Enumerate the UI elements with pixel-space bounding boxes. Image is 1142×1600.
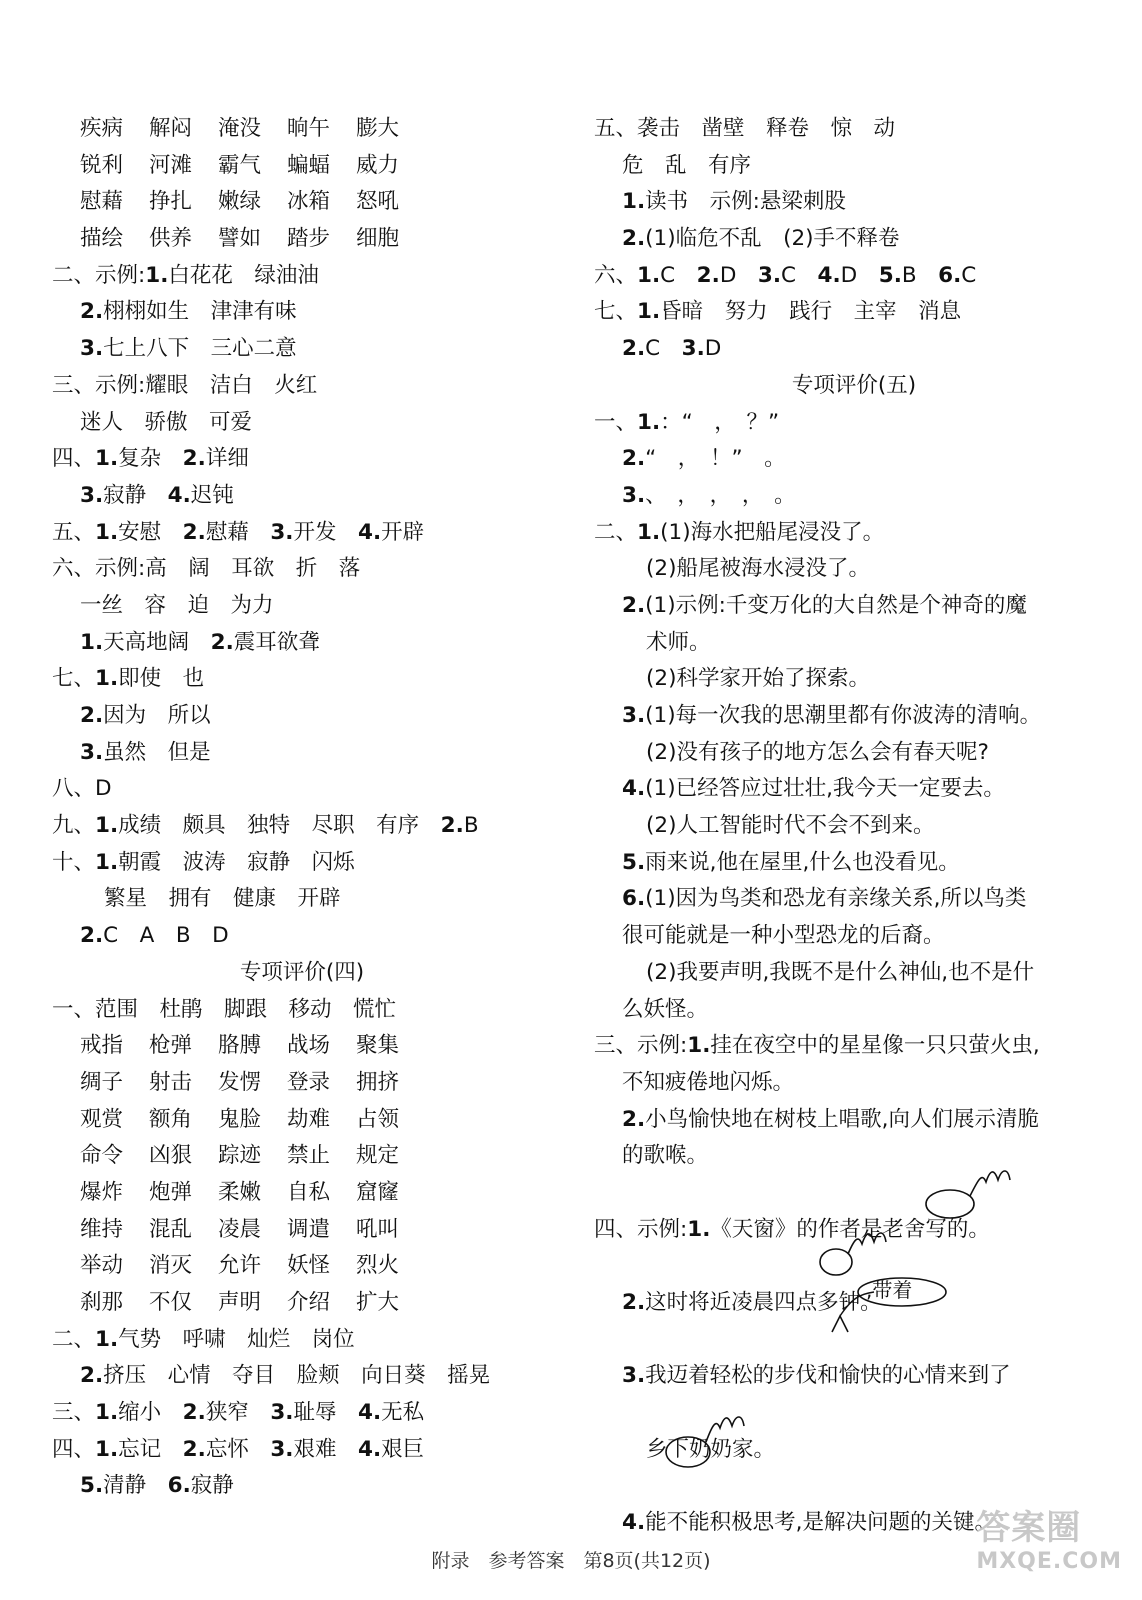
answer-line (52, 1102, 552, 1139)
answer-line (52, 478, 552, 515)
answer-text: ：“ ， ？” (660, 409, 780, 435)
answer-line (52, 184, 552, 221)
item-number: 5. (80, 1473, 104, 1499)
answer-word: 命令 (80, 1143, 124, 1169)
answer-text: 昏暗 努力 践行 主宰 消息 (660, 299, 962, 325)
answer-text: 复杂 (118, 446, 183, 472)
answer-text: 耻辱 (293, 1400, 358, 1426)
answer-text: D (719, 262, 758, 288)
answer-line (594, 625, 1114, 662)
item-number: 1. (687, 1033, 711, 1059)
answer-line (594, 992, 1114, 1029)
watermark (976, 1500, 1122, 1574)
answer-text: B (463, 813, 479, 839)
item-number: 2. (80, 923, 104, 949)
answer-text: C (660, 262, 697, 288)
answer-text: 四、 (52, 446, 96, 472)
answer-text: 五、 (594, 116, 638, 141)
item-number: 3. (622, 703, 646, 728)
answer-text: 三、示例: (594, 1033, 688, 1059)
answer-text: 术师。 (646, 629, 711, 655)
answer-line (52, 661, 552, 698)
answer-line (52, 845, 552, 882)
answer-word: 调遣 (287, 1216, 331, 1242)
item-number: 2. (622, 1106, 646, 1132)
answer-text: (1)海水把船尾浸没了。 (660, 519, 885, 545)
answer-line (52, 1065, 552, 1102)
answer-text: 天高地阔 (103, 629, 211, 655)
answer-text: C (781, 262, 818, 288)
answer-text: 气势 呼啸 灿烂 岗位 (118, 1326, 355, 1352)
answer-line (52, 918, 552, 955)
item-number: 2. (440, 813, 464, 839)
answer-word: 聚集 (356, 1033, 400, 1059)
answer-line (52, 992, 552, 1029)
answer-text: 六、 (594, 262, 638, 288)
answer-word: 射击 (149, 1069, 193, 1095)
answer-text: (2)科学家开始了探索。 (646, 666, 870, 692)
item-number: 1. (622, 189, 646, 215)
answer-word: 嫩绿 (218, 189, 262, 215)
answer-text: 白花花 绿油油 (168, 262, 319, 288)
answer-text: 五、 (52, 519, 96, 545)
item-number: 1. (95, 446, 119, 472)
answer-text: 慰藉 (205, 519, 271, 545)
answer-text: C A B D (103, 923, 229, 949)
answer-line (594, 1065, 1114, 1102)
answer-text: 详细 (205, 446, 249, 472)
item-number: 1. (95, 666, 119, 692)
answer-word: 枪弹 (149, 1033, 193, 1059)
watermark-name: 答案圈 (976, 1508, 1082, 1548)
item-number: 2. (622, 336, 646, 362)
answer-word: 占领 (356, 1106, 400, 1132)
answer-text: 《天窗》的作者是老舍写的。 (710, 1216, 990, 1242)
answer-word: 战场 (287, 1033, 331, 1059)
answer-line (594, 258, 1114, 295)
answer-line (594, 1028, 1114, 1065)
item-number: 1. (95, 1400, 119, 1426)
item-number: 2. (622, 226, 646, 252)
item-number: 2. (182, 1400, 206, 1426)
answer-word: 河滩 (149, 152, 193, 178)
item-number: 6. (938, 262, 962, 288)
answer-line (594, 551, 1114, 588)
item-number: 2. (696, 262, 720, 288)
answer-word: 细胞 (356, 226, 400, 252)
answer-word: 劫难 (287, 1106, 331, 1132)
answer-text: 朝霞 波涛 寂静 闪烁 (118, 849, 355, 875)
item-number: 1. (95, 1326, 119, 1352)
answer-text: (1)因为鸟类和恐龙有亲缘关系,所以鸟类 (645, 886, 1027, 912)
item-number: 1. (80, 629, 104, 655)
answer-line (52, 1285, 552, 1322)
answer-line (594, 808, 1114, 845)
answer-word: 怒吼 (356, 189, 400, 215)
answer-line (52, 148, 552, 185)
answer-text: 栩栩如生 津津有味 (103, 299, 297, 325)
answer-text: 四、示例: (594, 1216, 688, 1242)
answer-word: 观赏 (80, 1106, 124, 1132)
answer-word: 戒指 (80, 1033, 124, 1059)
answer-word: 慰藉 (80, 189, 124, 215)
answer-text: 能不能积极思考,是解决问题的关键。 (645, 1510, 996, 1536)
answer-line (594, 1358, 1114, 1395)
answer-line (594, 148, 1114, 185)
answer-text: 开发 (293, 519, 358, 545)
answer-line (52, 1248, 552, 1285)
answer-text: 乡下奶奶家。 (646, 1436, 776, 1462)
item-number: 4. (357, 519, 382, 545)
answer-word: 冰箱 (287, 189, 331, 215)
item-number: 4. (622, 776, 646, 802)
answer-text: 忘怀 (205, 1436, 271, 1462)
answer-word: 刹那 (80, 1290, 124, 1315)
answer-text: 很可能就是一种小型恐龙的后裔。 (622, 923, 945, 949)
item-number: 1. (637, 409, 661, 435)
answer-line (52, 808, 552, 845)
answer-word: 柔嫩 (218, 1179, 262, 1205)
answer-word: 维持 (80, 1216, 124, 1242)
answer-text: 六、示例: (52, 556, 146, 582)
item-number: 3. (80, 739, 104, 765)
answer-word: 不仅 (149, 1290, 193, 1315)
insert-mark-text: ,带着 (866, 1278, 913, 1302)
answer-word: 拥挤 (356, 1069, 400, 1095)
answer-line (594, 331, 1114, 368)
answer-line (52, 515, 552, 552)
answer-text: 挤压 心情 夺目 脸颊 向日葵 摇晃 (103, 1363, 491, 1389)
section-heading: 专项评价(五) (791, 372, 917, 398)
answer-line (594, 515, 1114, 552)
item-number: 1. (95, 849, 119, 875)
item-number: 1. (637, 262, 661, 288)
answer-word: 鬼脸 (218, 1106, 262, 1132)
answer-line (52, 881, 552, 918)
answer-line (52, 735, 552, 772)
answer-text: 即使 也 (118, 666, 205, 692)
answer-line (52, 258, 552, 295)
answer-word: 霸气 (218, 152, 262, 178)
answer-word: 窟窿 (356, 1179, 400, 1205)
answer-word: 规定 (356, 1143, 400, 1169)
answer-text: C (645, 336, 682, 362)
answer-line (52, 405, 552, 442)
answer-text: C (961, 262, 977, 288)
item-number: 3. (80, 482, 104, 508)
item-number: 1. (637, 299, 661, 325)
answer-text: (1)示例:千变万化的大自然是个神奇的魔 (645, 592, 1027, 618)
answer-text: 我迈着轻松的步伐和愉快的心情来到了 (645, 1363, 1011, 1389)
answer-line (594, 955, 1114, 992)
answer-line (594, 184, 1114, 221)
answer-word: 额角 (149, 1106, 193, 1132)
answer-word: 介绍 (287, 1290, 331, 1315)
answer-line (594, 111, 1114, 148)
answer-word: 威力 (356, 152, 400, 178)
answer-word: 供养 (149, 226, 193, 252)
item-number: 1. (95, 1436, 119, 1462)
blank-line (594, 1175, 1114, 1212)
item-number: 3. (270, 1400, 294, 1426)
item-number: 1. (95, 813, 119, 839)
item-number: 5. (622, 849, 646, 875)
answer-word: 绸子 (80, 1069, 124, 1095)
answer-line (594, 845, 1114, 882)
item-number: 4. (622, 1510, 646, 1536)
answer-word: 描绘 (80, 226, 124, 252)
answer-line (594, 698, 1114, 735)
item-number: 5. (878, 262, 902, 288)
answer-line (594, 881, 1114, 918)
answer-word: 烈火 (356, 1253, 400, 1279)
answer-line (52, 1322, 552, 1359)
answer-word: 疾病 (80, 116, 124, 141)
answer-line (594, 1138, 1114, 1175)
answer-word: 举动 (80, 1253, 124, 1279)
answer-line (594, 735, 1114, 772)
answer-text: 小鸟愉快地在树枝上唱歌,向人们展示清脆 (645, 1106, 1039, 1132)
answer-word: 登录 (287, 1069, 331, 1095)
item-number: 3. (681, 336, 705, 362)
answer-text: (1)每一次我的思潮里都有你波涛的清响。 (645, 703, 1042, 728)
answer-text: 七、 (594, 299, 638, 325)
item-number: 2. (80, 299, 104, 325)
answer-text: 四、 (52, 1436, 96, 1462)
answer-text: 么妖怪。 (622, 996, 709, 1022)
answer-text: 一、 (52, 996, 96, 1022)
answer-text: (2)没有孩子的地方怎么会有春天呢? (646, 739, 989, 765)
answer-word: 踏步 (287, 226, 331, 252)
answer-word: 妖怪 (287, 1253, 331, 1279)
item-number: 6. (167, 1473, 191, 1499)
answer-word: 吼叫 (356, 1216, 400, 1242)
item-number: 4. (167, 482, 191, 508)
answer-line (52, 111, 552, 148)
answer-text: (1)临危不乱 (2)手不释卷 (645, 226, 900, 252)
answer-line (594, 771, 1114, 808)
page-footer: 附录 参考答案 第8页(共12页) (431, 1550, 711, 1572)
answer-text: (2)人工智能时代不会不到来。 (646, 813, 935, 839)
section-heading: 专项评价(四) (239, 959, 365, 985)
answer-text: 三、 (52, 1400, 96, 1426)
answer-line (52, 1468, 552, 1505)
answer-line (594, 661, 1114, 698)
item-number: 4. (817, 262, 841, 288)
answer-line (52, 1138, 552, 1175)
answer-text: 挂在夜空中的星星像一只只萤火虫, (710, 1033, 1040, 1059)
answer-word: 发愣 (218, 1069, 262, 1095)
item-number: 2. (622, 592, 646, 618)
answer-text: 震耳欲聋 (233, 629, 320, 655)
answer-text: 二、 (594, 519, 638, 545)
item-number: 2. (210, 629, 234, 655)
answer-text: 的歌喉。 (622, 1143, 709, 1169)
answer-text: 开辟 (381, 519, 425, 545)
answer-text: 缩小 (118, 1400, 183, 1426)
answer-text: (1)已经答应过壮壮,我今天一定要去。 (645, 776, 1005, 802)
answer-text: 、 ， ， ， 。 (645, 482, 796, 508)
answer-text: 清静 (103, 1473, 168, 1499)
answer-line (52, 1212, 552, 1249)
answer-word: 踪迹 (218, 1143, 262, 1169)
answer-text: B (901, 262, 939, 288)
item-number: 3. (622, 1363, 646, 1389)
answer-word: 扩大 (356, 1290, 400, 1315)
item-number: 3. (80, 336, 104, 362)
answer-line (52, 551, 552, 588)
answer-line (594, 405, 1114, 442)
answer-word: 蝙蝠 (287, 152, 331, 178)
answer-word: 凶狠 (149, 1143, 193, 1169)
answer-line (52, 698, 552, 735)
answer-text: 安慰 (118, 519, 183, 545)
answer-line (52, 1028, 552, 1065)
answer-line (52, 771, 552, 808)
answer-line (52, 368, 552, 405)
item-number: 2. (80, 703, 104, 728)
answer-text: 迷人 骄傲 可爱 (80, 409, 253, 435)
answer-line (52, 588, 552, 625)
answer-word: 爆炸 (80, 1179, 124, 1205)
answer-text: 一、 (594, 409, 638, 435)
answer-line (52, 1432, 552, 1469)
answer-text: 一丝 容 迫 为力 (80, 592, 274, 618)
answer-text: 读书 示例:悬梁刺股 (645, 189, 846, 215)
answer-word: 膨大 (356, 116, 400, 141)
answer-line (594, 1102, 1114, 1139)
answer-line (52, 1358, 552, 1395)
answer-line (52, 331, 552, 368)
answer-text: 雨来说,他在屋里,什么也没看见。 (645, 849, 960, 875)
answer-text: 迟钝 (190, 482, 234, 508)
answer-text: (2)我要声明,我既不是什么神仙,也不是什 (646, 959, 1035, 985)
answer-text: 九、 (52, 813, 96, 839)
answer-text: D (840, 262, 879, 288)
answer-word: 允许 (218, 1253, 262, 1279)
answer-line (594, 294, 1114, 331)
answer-text: “ ， ！” 。 (645, 446, 786, 472)
item-number: 2. (80, 1363, 104, 1389)
answer-text: 二、 (52, 1326, 96, 1352)
answer-text: 危 乱 有序 (622, 152, 752, 178)
answer-text: (2)船尾被海水浸没了。 (646, 556, 870, 582)
answer-word: 消灭 (149, 1253, 193, 1279)
answer-text: 高 阔 耳欲 折 落 (145, 556, 361, 582)
answer-text: 忘记 (118, 1436, 183, 1462)
item-number: 2. (622, 446, 646, 472)
item-number: 1. (145, 262, 169, 288)
answer-word: 解闷 (149, 116, 193, 141)
answer-text: 这时将近凌晨四点多钟。 (645, 1290, 882, 1315)
answer-word: 淹没 (218, 116, 262, 141)
answer-text: 寂静 (103, 482, 168, 508)
item-number: 3. (270, 1436, 294, 1462)
answer-line (52, 1395, 552, 1432)
item-number: 4. (357, 1436, 382, 1462)
watermark-url: MXQE.COM (976, 1549, 1122, 1574)
item-number: 6. (622, 886, 646, 912)
item-number: 1. (95, 519, 119, 545)
answer-word: 譬如 (218, 226, 262, 252)
answer-line (594, 221, 1114, 258)
item-number: 2. (182, 446, 206, 472)
item-number: 4. (357, 1400, 382, 1426)
item-number: 2. (622, 1290, 646, 1315)
item-number: 3. (270, 519, 294, 545)
item-number: 3. (622, 482, 646, 508)
left-column (52, 111, 552, 1505)
answer-word: 声明 (218, 1290, 262, 1315)
answer-line (52, 625, 552, 662)
answer-text: 艰难 (293, 1436, 358, 1462)
answer-line (594, 918, 1114, 955)
answer-word: 禁止 (287, 1143, 331, 1169)
answer-line (52, 441, 552, 478)
answer-word: 胳膊 (218, 1033, 262, 1059)
answer-text: D (704, 336, 722, 362)
answer-text: 二、示例: (52, 262, 146, 288)
answer-text: 无私 (381, 1400, 425, 1426)
answer-text: 成绩 颇具 独特 尽职 有序 (118, 813, 441, 839)
answer-text: 繁星 拥有 健康 开辟 (104, 886, 341, 912)
answer-word: 自私 (287, 1179, 331, 1205)
answer-text: 虽然 但是 (103, 739, 211, 765)
answer-word: 混乱 (149, 1216, 193, 1242)
answer-text: 七、 (52, 666, 96, 692)
answer-line (52, 294, 552, 331)
answer-text: 七上八下 三心二意 (103, 336, 297, 362)
answer-word: 炮弹 (149, 1179, 193, 1205)
answer-word: 晌午 (287, 116, 331, 141)
answer-line (594, 441, 1114, 478)
delete-mark-1 (920, 1162, 1030, 1222)
answer-text: 八、D (52, 776, 112, 802)
answer-text: 因为 所以 (103, 703, 211, 728)
item-number: 2. (182, 1436, 206, 1462)
answer-text: 艰巨 (381, 1436, 425, 1462)
answer-word: 凌晨 (218, 1216, 262, 1242)
answer-line (594, 588, 1114, 625)
answer-text: 三、示例: (52, 372, 146, 398)
answer-word: 挣扎 (149, 189, 193, 215)
item-number: 3. (757, 262, 782, 288)
answer-text: 十、 (52, 849, 96, 875)
item-number: 2. (182, 519, 206, 545)
answer-text: 寂静 (190, 1473, 234, 1499)
answer-line (52, 221, 552, 258)
answer-text: 范围 杜鹃 脚跟 移动 慌忙 (95, 996, 397, 1022)
delete-mark-3 (654, 1406, 764, 1472)
answer-word: 锐利 (80, 152, 124, 178)
answer-text: 袭击 凿壁 释卷 惊 动 (637, 116, 896, 141)
answer-text: 耀眼 洁白 火红 (145, 372, 318, 398)
answer-line (52, 1175, 552, 1212)
item-number: 1. (637, 519, 661, 545)
answer-text: 狭窄 (205, 1400, 271, 1426)
item-number: 1. (687, 1216, 711, 1242)
answer-text: 不知疲倦地闪烁。 (622, 1069, 795, 1095)
answer-line (594, 478, 1114, 515)
